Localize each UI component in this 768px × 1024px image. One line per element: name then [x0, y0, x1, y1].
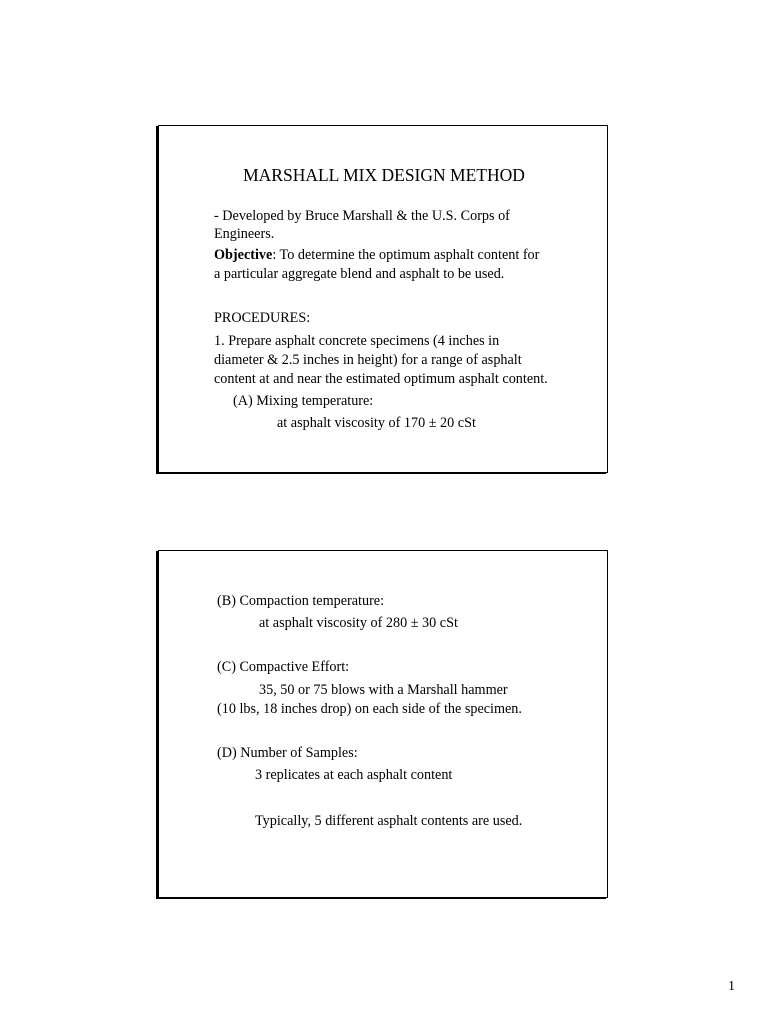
slide-2	[158, 550, 608, 898]
compaction-temperature-value: at asphalt viscosity of 280 ± 30 cSt	[259, 615, 458, 631]
developed-line-2: Engineers.	[214, 226, 275, 242]
objective-line-1	[214, 246, 539, 265]
objective-label: Objective	[214, 247, 273, 263]
compaction-temperature-label: (B) Compaction temperature:	[217, 593, 385, 609]
procedures-heading: PROCEDURES:	[214, 310, 311, 326]
step-1-line-3: content at and near the estimated optimum asphalt content.	[214, 371, 548, 387]
typically-note: Typically, 5 different asphalt contents are used.	[255, 813, 523, 829]
slide-1	[158, 125, 608, 473]
developed-line-1: - Developed by Bruce Marshall & the U.S. Corps of	[214, 208, 510, 224]
objective-line-2: a particular aggregate blend and asphalt to be used.	[214, 266, 505, 282]
compactive-effort-label: (C) Compactive Effort:	[217, 659, 350, 675]
compactive-effort-line-1: 35, 50 or 75 blows with a Marshall hammer	[259, 682, 508, 698]
page-number: 1	[728, 979, 735, 994]
slide-title: MARSHALL MIX DESIGN METHOD	[243, 165, 525, 185]
step-1-line-2: diameter & 2.5 inches in height) for a range of asphalt	[214, 352, 522, 368]
objective-text: : To determine the optimum asphalt content for	[272, 247, 540, 263]
mixing-temperature-label: (A) Mixing temperature:	[233, 393, 374, 409]
mixing-temperature-value: at asphalt viscosity of 170 ± 20 cSt	[277, 415, 476, 431]
number-of-samples-value: 3 replicates at each asphalt content	[255, 767, 453, 783]
compactive-effort-line-2: (10 lbs, 18 inches drop) on each side of the specimen.	[217, 701, 522, 717]
number-of-samples-label: (D) Number of Samples:	[217, 745, 358, 761]
step-1-line-1: 1. Prepare asphalt concrete specimens (4 inches in	[214, 333, 500, 349]
